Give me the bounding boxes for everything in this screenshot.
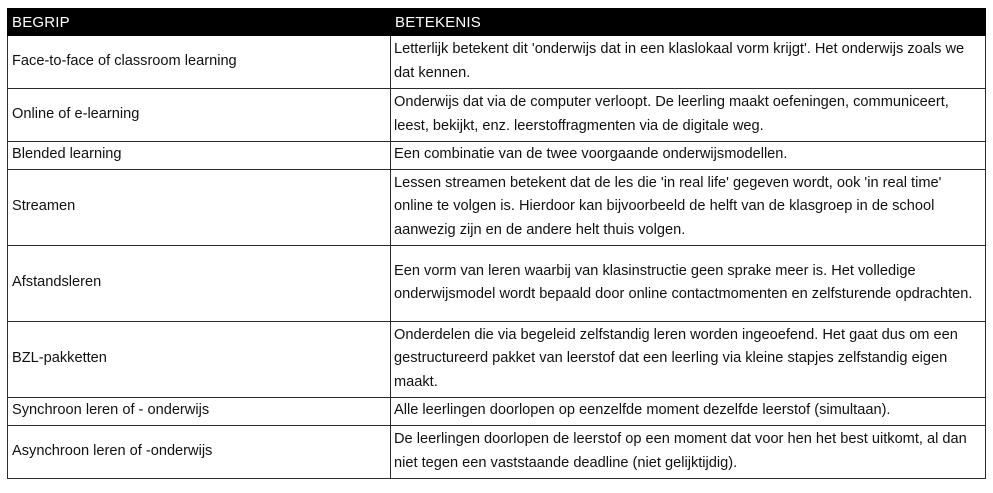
meaning-cell: Een combinatie van de twee voorgaande onderwijsmodellen. [391,142,986,170]
table-row [8,89,986,142]
term-cell: Online of e-learning [8,89,391,142]
term-cell: Synchroon leren of - onderwijs [8,398,391,426]
table-row [8,398,986,426]
table-row [8,170,986,246]
glossary-table [7,8,986,479]
table-row [8,426,986,479]
term-cell: Face-to-face of classroom learning [8,36,391,89]
table-header-row [8,9,986,36]
table-row [8,36,986,89]
term-cell: Afstandsleren [8,246,391,322]
term-cell: Blended learning [8,142,391,170]
table-row [8,322,986,398]
term-cell: BZL-pakketten [8,322,391,398]
header-begrip: BEGRIP [8,9,391,36]
meaning-cell: Lessen streamen betekent dat de les die 'in real life' gegeven wordt, ook 'in real time' online te volgen is. Hierdoor kan bijvoorbeeld de helft van de klasgroep in de school aanwezig zijn en de andere helt thuis volgen. [391,170,986,246]
meaning-cell: Een vorm van leren waarbij van klasinstructie geen sprake meer is. Het volledige onderwijsmodel wordt bepaald door online contactmomenten en zelfsturende opdrachten. [391,246,986,322]
term-cell: Streamen [8,170,391,246]
meaning-cell: Onderwijs dat via de computer verloopt. De leerling maakt oefeningen, communiceert, leest, bekijkt, enz. leerstoffragmenten via de digitale weg. [391,89,986,142]
meaning-cell: De leerlingen doorlopen de leerstof op een moment dat voor hen het best uitkomt, al dan niet tegen een vaststaande deadline (niet gelijktijdig). [391,426,986,479]
header-betekenis: BETEKENIS [391,9,986,36]
glossary-table-container [7,8,985,479]
table-row [8,246,986,322]
term-cell: Asynchroon leren of -onderwijs [8,426,391,479]
meaning-cell: Letterlijk betekent dit 'onderwijs dat in een klaslokaal vorm krijgt'. Het onderwijs zoals we dat kennen. [391,36,986,89]
meaning-cell: Onderdelen die via begeleid zelfstandig leren worden ingeoefend. Het gaat dus om een gestructureerd pakket van leerstof dat een leerling via kleine stapjes zelfstandig eigen maakt. [391,322,986,398]
table-row [8,142,986,170]
meaning-cell: Alle leerlingen doorlopen op eenzelfde moment dezelfde leerstof (simultaan). [391,398,986,426]
